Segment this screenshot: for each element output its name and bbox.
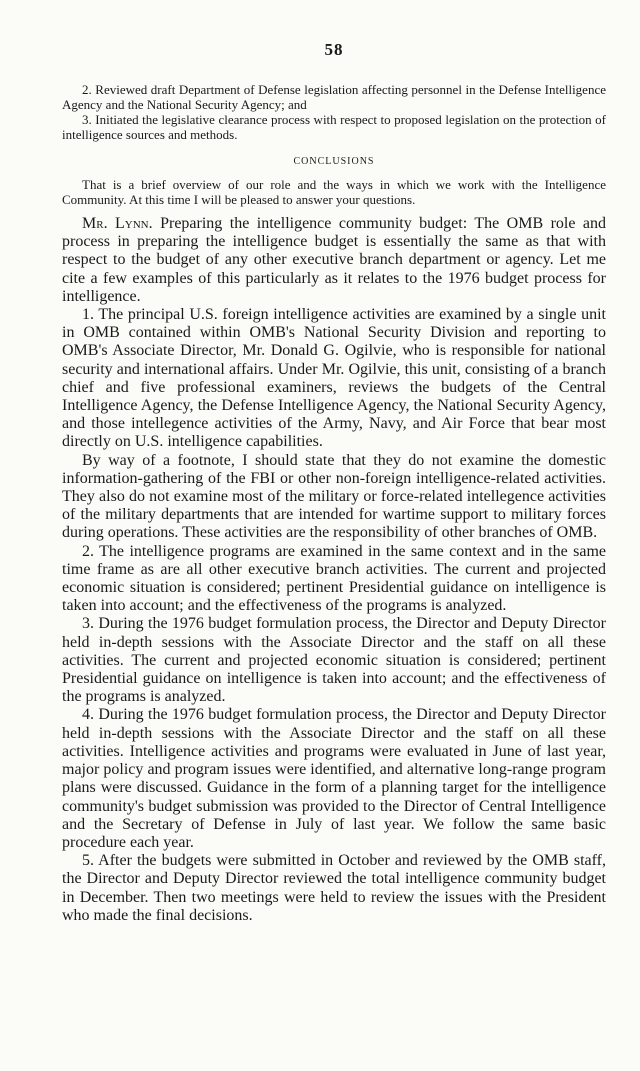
page-number: 58 bbox=[324, 40, 344, 59]
conclusions-paragraph: That is a brief overview of our role and the ways in which we work with the Intelligence Community. At this time I will be pleased to answer your questions. bbox=[62, 177, 606, 207]
list-item: 3. Initiated the legislative clearance process with respect to proposed legislation on the protection of intelligence sources and methods. bbox=[62, 112, 606, 142]
testimony-paragraph: 2. The intelligence programs are examined in the same context and in the same time frame as are all other executive branch activities. The current and projected economic situation is considered; pertinent Presidential guidance on intelligence is taken into account; and the effectiveness of the programs is analyzed. bbox=[62, 542, 606, 615]
conclusions-section bbox=[62, 177, 606, 207]
testimony-paragraph: 3. During the 1976 budget formulation process, the Director and Deputy Director held in-depth sessions with the Associate Director and the staff on all these activities. The current and projected economic situation is considered; pertinent Presidential guidance on intelligence is taken into account; and the effectiveness of the programs is analyzed. bbox=[62, 615, 606, 706]
testimony-paragraph: 4. During the 1976 budget formulation process, the Director and Deputy Director held in-depth sessions with the Associate Director and the staff on all these activities. Intelligence activities and programs were evaluated in June of last year, major policy and program issues were identified, and alternative long-range program plans were discussed. Guidance in the form of a planning target for the intelligence community's budget submission was provided to the Director of Central Intelligence and the Secretary of Defense in July of last year. We follow the same basic procedure each year. bbox=[62, 706, 606, 851]
testimony-section bbox=[62, 215, 606, 925]
testimony-paragraph bbox=[62, 215, 606, 306]
list-item: 2. Reviewed draft Department of Defense legislation affecting personnel in the Defense Intelligence Agency and the National Security Agency; and bbox=[62, 82, 606, 112]
section-heading: CONCLUSIONS bbox=[293, 156, 375, 167]
testimony-paragraph: By way of a footnote, I should state that they do not examine the domestic information-gathering of the FBI or other non-foreign intelligence-related activities. They also do not examine most of the military or force-related intellegence activities of the military departments that are intended for wartime support to military forces during operations. These activities are the responsibility of other branches of OMB. bbox=[62, 451, 606, 542]
document-page bbox=[62, 40, 606, 925]
list-section bbox=[62, 82, 606, 142]
testimony-paragraph: 1. The principal U.S. foreign intelligence activities are examined by a single unit in OMB contained within OMB's National Security Division and reporting to OMB's Associate Director, Mr. Donald G. Ogilvie, who is responsible for national security and international affairs. Under Mr. Ogilvie, this unit, consisting of a branch chief and five professional examiners, reviews the budgets of the Central Intelligence Agency, the Defense Intelligence Agency, the National Security Agency, and those intellegence activities of the Army, Navy, and Air Force that bear most directly on U.S. intelligence capabilities. bbox=[62, 306, 606, 451]
testimony-paragraph: 5. After the budgets were submitted in October and reviewed by the OMB staff, the Director and Deputy Director reviewed the total intelligence community budget in December. Then two meetings were held to review the issues with the President who made the final decisions. bbox=[62, 852, 606, 924]
speaker-name: Mr. Lynn. bbox=[82, 215, 153, 232]
paragraph-text: Preparing the intelligence community budget: The OMB role and process in preparing the intelligence budget is essentially the same as that with respect to the budget of any other executive branch department or agency. Let me cite a few examples of this particularly as it relates to the 1976 budget process for intelligence. bbox=[62, 215, 607, 305]
